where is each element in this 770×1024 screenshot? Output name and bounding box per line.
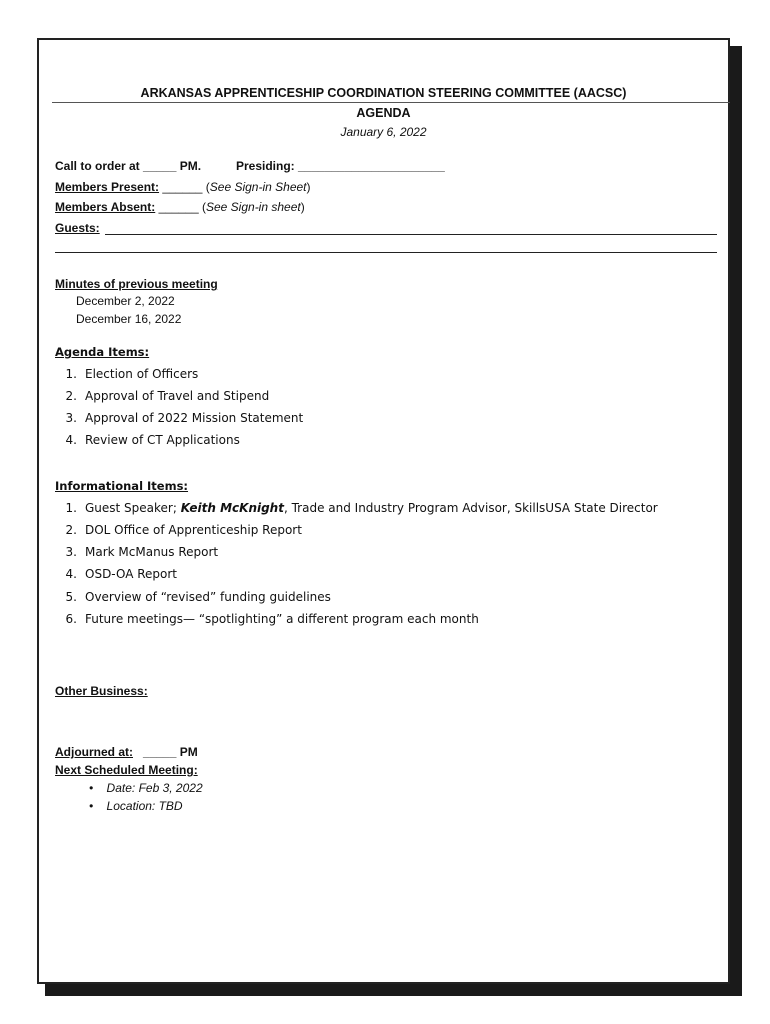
- item-text: Guest Speaker;: [85, 501, 181, 515]
- agenda-item: [39, 367, 198, 381]
- adjourned: [55, 745, 198, 759]
- paren-close: ): [306, 180, 311, 194]
- members-absent-note: See Sign-in sheet: [205, 200, 301, 214]
- item-text: Mark McManus Report: [85, 545, 219, 559]
- bullet-text: Date: Feb 3, 2022: [106, 781, 203, 795]
- bullet: •: [89, 781, 94, 795]
- title-rule: [52, 102, 730, 103]
- bullet-text: Location: TBD: [106, 799, 183, 813]
- other-business-heading: Other Business:: [55, 684, 148, 698]
- speaker-name: Keith McKnight: [180, 501, 284, 515]
- members-absent-label: Members Absent:: [55, 200, 156, 214]
- item-number: 6.: [65, 612, 77, 626]
- item-text: DOL Office of Apprenticeship Report: [85, 523, 302, 537]
- informational-item: [39, 567, 177, 581]
- item-number: 3.: [65, 545, 77, 559]
- next-meeting-heading: Next Scheduled Meeting:: [55, 763, 198, 777]
- bullet: •: [89, 799, 94, 813]
- guests-label: Guests:: [55, 221, 100, 235]
- item-number: 2.: [65, 523, 77, 537]
- item-text: Approval of Travel and Stipend: [85, 389, 270, 403]
- agenda-item: [39, 411, 303, 425]
- informational-item: [39, 523, 302, 537]
- informational-item: [39, 612, 479, 626]
- paren-close: ): [300, 200, 305, 214]
- item-number: 1.: [65, 501, 77, 515]
- members-absent-blank: ______: [158, 200, 199, 214]
- members-absent: [55, 200, 305, 214]
- guests-line-1: [105, 234, 717, 235]
- next-meeting-location: [89, 799, 183, 813]
- next-meeting-date: [89, 781, 203, 795]
- item-text: Future meetings— “spotlighting” a different program each month: [85, 612, 479, 626]
- adjourned-label: Adjourned at:: [55, 745, 133, 759]
- item-text: OSD-OA Report: [85, 567, 178, 581]
- item-text: Approval of 2022 Mission Statement: [85, 411, 304, 425]
- item-number: 3.: [65, 411, 77, 425]
- informational-item: [39, 501, 658, 515]
- informational-item: [39, 545, 218, 559]
- item-number: 4.: [65, 567, 77, 581]
- paren-open: (: [205, 180, 210, 194]
- call-to-order: Call to order at _____ PM.: [55, 159, 202, 173]
- presiding: Presiding: ______________________: [236, 159, 445, 173]
- document-title: ARKANSAS APPRENTICESHIP COORDINATION STEERING COMMITTEE (AACSC): [140, 86, 627, 100]
- members-present-blank: ______: [162, 180, 203, 194]
- minutes-heading: Minutes of previous meeting: [55, 277, 218, 291]
- item-text: Election of Officers: [85, 367, 199, 381]
- agenda-item: [39, 389, 269, 403]
- adjourned-value: _____ PM: [143, 745, 198, 759]
- agenda-heading: AGENDA: [356, 106, 411, 120]
- informational-heading: Informational Items:: [55, 479, 189, 493]
- item-text: , Trade and Industry Program Advisor, SkillsUSA State Director: [283, 501, 658, 515]
- agenda-item: [39, 433, 240, 447]
- members-present-label: Members Present:: [55, 180, 160, 194]
- item-number: 4.: [65, 433, 77, 447]
- members-present: [55, 180, 311, 194]
- item-text: Review of CT Applications: [85, 433, 240, 447]
- members-present-note: See Sign-in Sheet: [209, 180, 307, 194]
- item-number: 1.: [65, 367, 77, 381]
- item-number: 5.: [65, 590, 77, 604]
- agenda-items-heading: Agenda Items:: [55, 345, 150, 359]
- paren-open: (: [201, 200, 206, 214]
- agenda-page: [37, 38, 730, 984]
- meeting-date: January 6, 2022: [340, 125, 427, 139]
- item-text: Overview of “revised” funding guidelines: [85, 590, 331, 604]
- minutes-date-2: December 16, 2022: [76, 312, 182, 326]
- informational-item: [39, 590, 331, 604]
- minutes-date-1: December 2, 2022: [76, 294, 175, 308]
- guests-line-2: [55, 252, 717, 253]
- item-number: 2.: [65, 389, 77, 403]
